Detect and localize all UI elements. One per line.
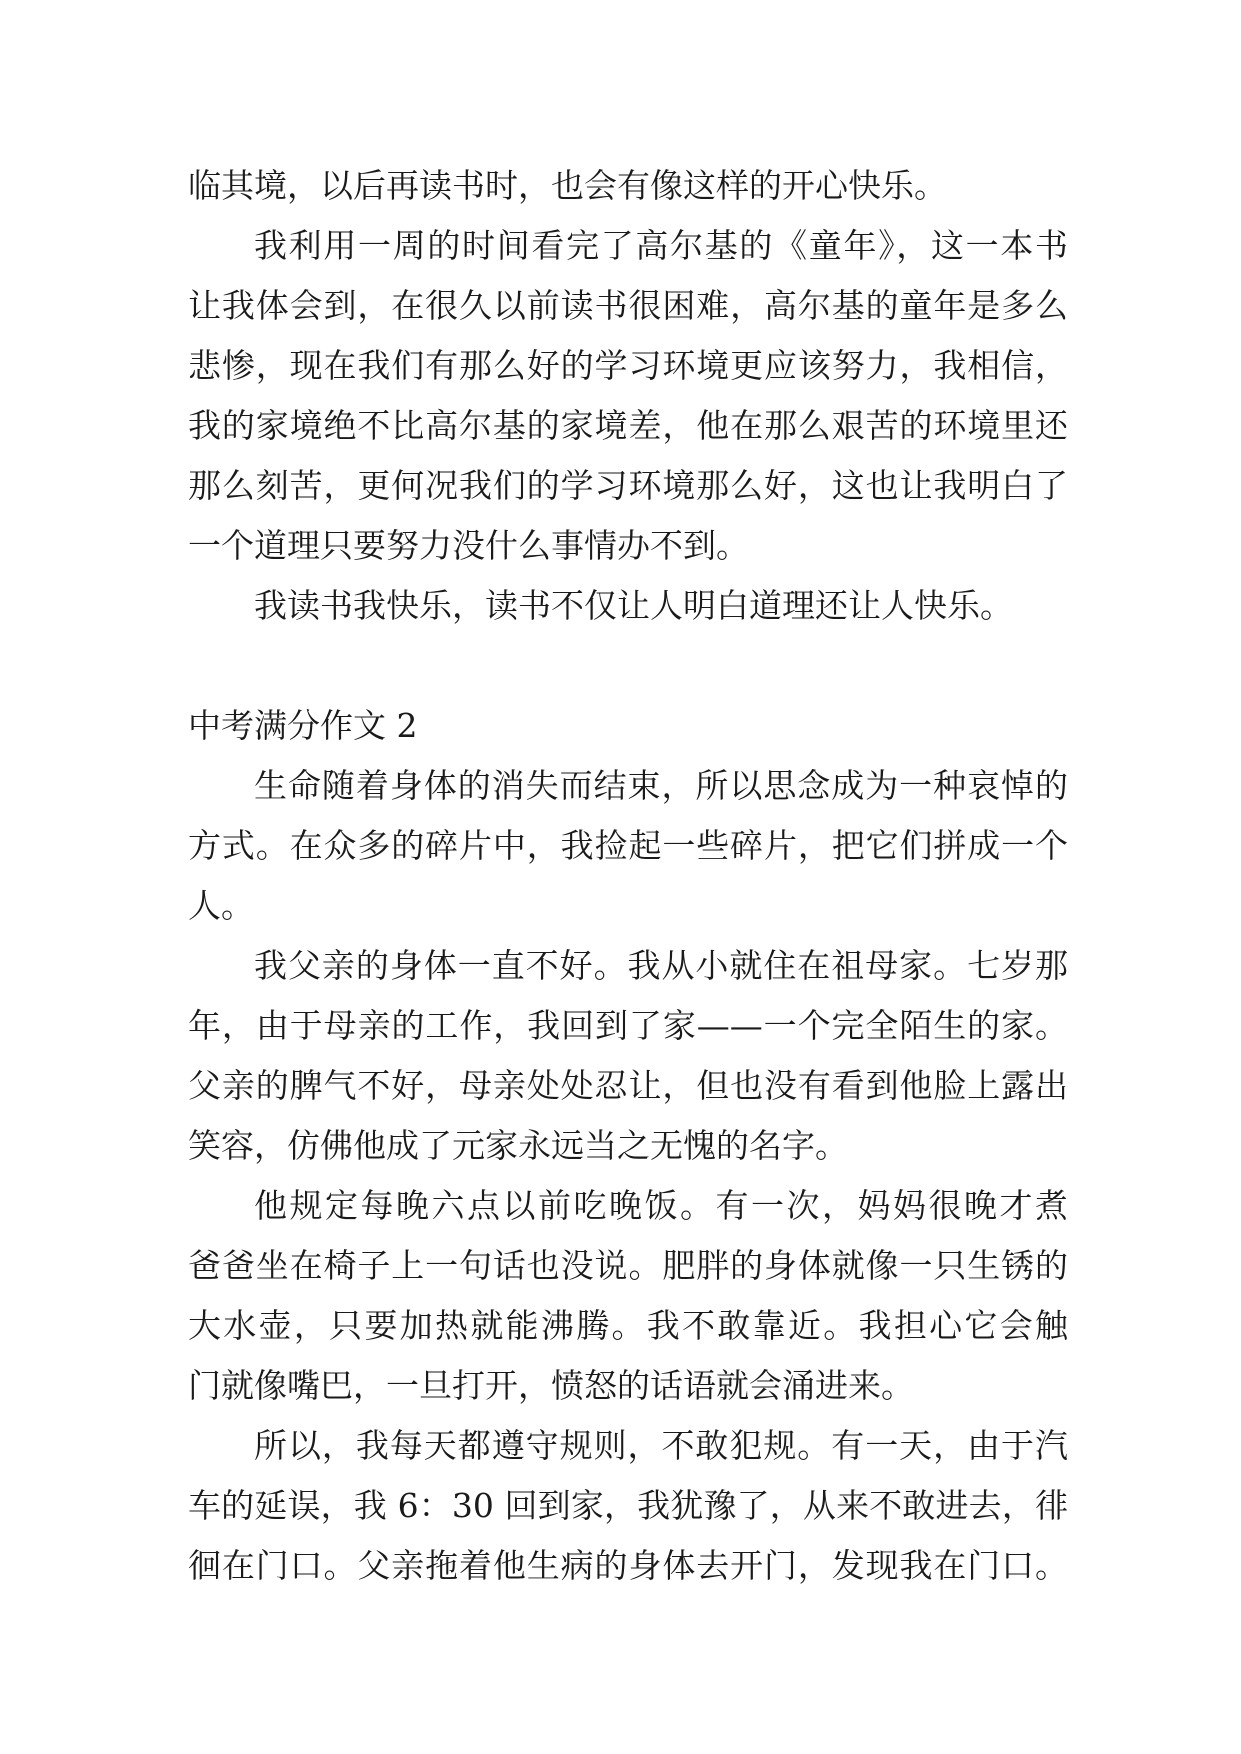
text-line: 那么刻苦，更何况我们的学习环境那么好，这也让我明白了	[188, 466, 1068, 505]
text-line: 方式。在众多的碎片中，我捡起一些碎片，把它们拼成一个	[188, 826, 1068, 865]
text-line: 悲惨，现在我们有那么好的学习环境更应该努力，我相信，	[188, 346, 1068, 385]
paragraph-first-line: 我利用一周的时间看完了高尔基的《童年》，这一本书	[254, 226, 1068, 265]
text-line: 大水壶，只要加热就能沸腾。我不敢靠近。我担心它会触	[188, 1306, 1068, 1345]
paragraph-first-line: 他规定每晚六点以前吃晚饭。有一次，妈妈很晚才煮	[254, 1186, 1068, 1225]
text-line: 爸爸坐在椅子上一句话也没说。肥胖的身体就像一只生锈的	[188, 1246, 1068, 1285]
paragraph-first-line: 我读书我快乐，读书不仅让人明白道理还让人快乐。	[254, 586, 1013, 625]
text-line: 人。	[188, 886, 254, 925]
paragraph-first-line: 所以，我每天都遵守规则，不敢犯规。有一天，由于汽	[254, 1426, 1068, 1465]
paragraph-first-line: 我父亲的身体一直不好。我从小就住在祖母家。七岁那	[254, 946, 1068, 985]
text-line: 笑容，仿佛他成了元家永远当之无愧的名字。	[188, 1126, 848, 1165]
text-line: 门就像嘴巴，一旦打开，愤怒的话语就会涌进来。	[188, 1366, 914, 1405]
text-line: 车的延误，我 6：30 回到家，我犹豫了，从来不敢进去，徘	[188, 1486, 1068, 1525]
text-line: 父亲的脾气不好，母亲处处忍让，但也没有看到他脸上露出	[188, 1066, 1068, 1105]
document-body	[188, 156, 1068, 1596]
text-line: 徊在门口。父亲拖着他生病的身体去开门，发现我在门口。	[188, 1546, 1068, 1585]
section-heading: 中考满分作文 2	[188, 706, 418, 745]
text-line: 让我体会到，在很久以前读书很困难，高尔基的童年是多么	[188, 286, 1068, 325]
text-line: 一个道理只要努力没什么事情办不到。	[188, 526, 749, 565]
paragraph-first-line: 生命随着身体的消失而结束，所以思念成为一种哀悼的	[254, 766, 1068, 805]
text-line: 年，由于母亲的工作，我回到了家——一个完全陌生的家。	[188, 1006, 1068, 1045]
text-line: 我的家境绝不比高尔基的家境差，他在那么艰苦的环境里还	[188, 406, 1068, 445]
text-line: 临其境，以后再读书时，也会有像这样的开心快乐。	[188, 166, 947, 205]
